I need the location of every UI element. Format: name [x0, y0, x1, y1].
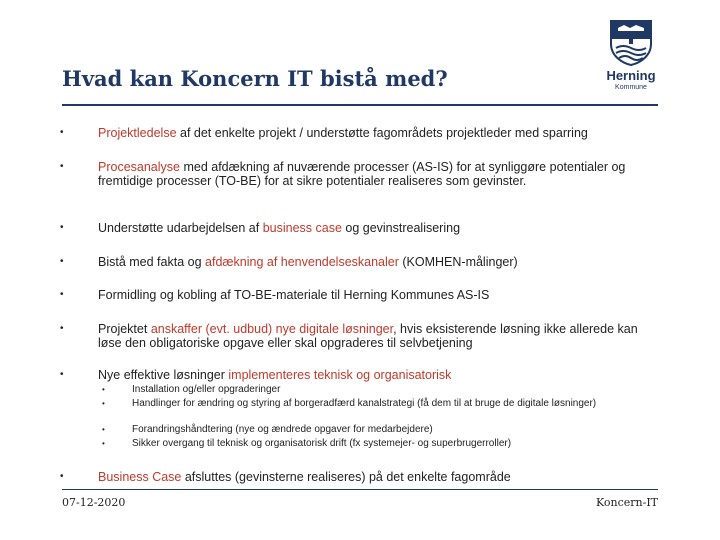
bullet-channels: • Bistå med fakta og afdækning af henvendelseskanaler (KOMHEN-målinger)	[98, 255, 658, 269]
coat-of-arms-icon	[604, 18, 658, 66]
sub-bullet-operations: • Sikker overgang til teknisk og organisatorisk drift (fx systemejer- og superbrugerroller)	[132, 438, 658, 449]
title-divider	[62, 104, 658, 106]
herning-logo	[600, 18, 662, 96]
footer-label: Koncern-IT	[595, 496, 658, 509]
logo-name: Herning	[606, 68, 656, 83]
bullet-business-case-closure: • Business Case afsluttes (gevinsterne realiseres) på det enkelte fagområde	[98, 470, 658, 484]
footer-date: 07-12-2020	[62, 496, 126, 509]
footer-divider	[62, 489, 658, 490]
bullet-project-management: • Projektledelse af det enkelte projekt / understøtte fagområdets projektleder med sparring	[98, 126, 658, 140]
logo-subtitle: Kommune	[615, 84, 647, 91]
bullet-to-be-material: • Formidling og kobling af TO-BE-materiale til Herning Kommunes AS-IS	[98, 288, 658, 302]
bullet-procurement: • Projektet anskaffer (evt. udbud) nye digitale løsninger, hvis eksisterende løsning ikke allerede kan løse den obligatoriske opgave eller skal opgraderes til selvbetjening	[98, 322, 658, 350]
page-title: Hvad kan Koncern IT bistå med?	[62, 66, 448, 91]
sub-bullet-change-management: • Forandringshåndtering (nye og ændrede opgaver for medarbejdere)	[132, 424, 658, 435]
bullet-process-analysis: • Procesanalyse med afdækning af nuværende processer (AS-IS) for at synliggøre potentialer og fremtidige processer (TO-BE) for at sikre potentialer realiseres som gevinster.	[98, 160, 658, 188]
sub-bullet-channel-strategy: • Handlinger for ændring og styring af borgeradfærd kanalstrategi (få dem til at bruge de digitale løsninger)	[132, 398, 658, 409]
bullet-business-case: • Understøtte udarbejdelsen af business case og gevinstrealisering	[98, 221, 658, 235]
bullet-implementation: • Nye effektive løsninger implementeres teknisk og organisatorisk	[98, 368, 658, 382]
sub-bullet-installation: • Installation og/eller opgraderinger	[132, 384, 658, 395]
